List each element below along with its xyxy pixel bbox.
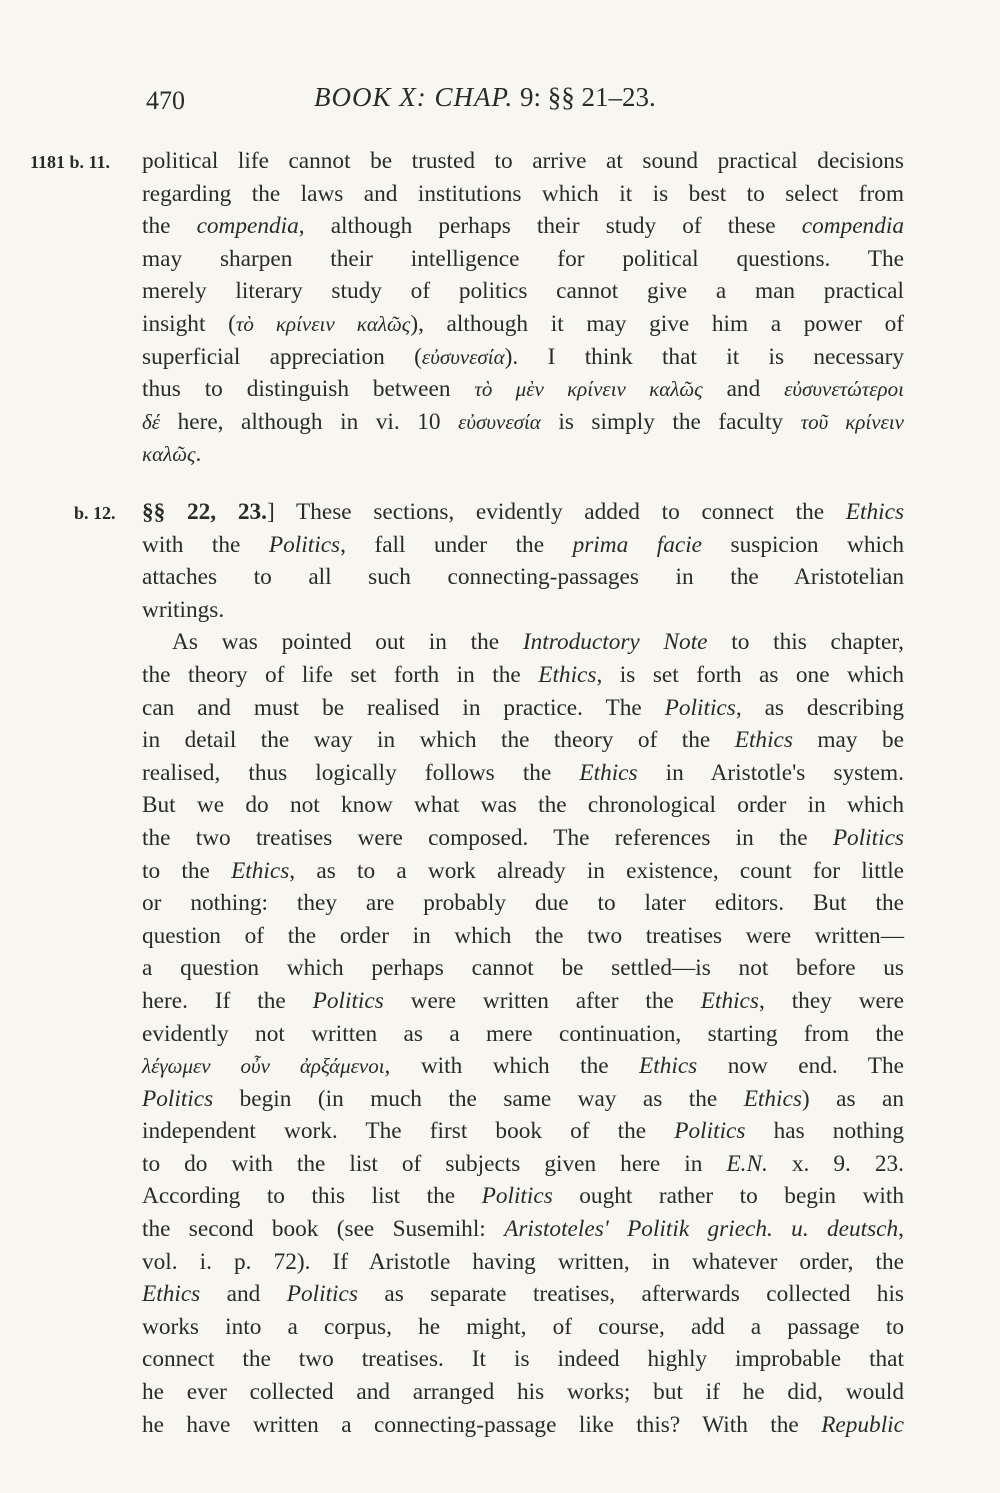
text-line bbox=[142, 822, 904, 855]
text-line bbox=[142, 145, 904, 178]
greek-text: εὐσυνεσία bbox=[421, 344, 505, 369]
text-line bbox=[142, 1343, 904, 1376]
italic-text: Politics bbox=[674, 1118, 746, 1145]
text-line bbox=[142, 178, 904, 211]
text-line bbox=[142, 1278, 904, 1311]
text-line bbox=[142, 1180, 904, 1213]
text-run: as separate treatises, afterwards collected his bbox=[357, 1281, 904, 1308]
text-run: with the bbox=[142, 531, 269, 558]
greek-text: τὸ μὲν κρίνειν καλῶς bbox=[474, 377, 703, 402]
italic-text: Politics bbox=[268, 531, 341, 558]
text-run: , although perhaps their study of these bbox=[298, 213, 802, 240]
text-run: ). I think that it is necessary bbox=[504, 343, 904, 370]
italic-text: Ethics bbox=[743, 1085, 802, 1112]
text-line bbox=[142, 1376, 904, 1409]
text-run: writings. bbox=[142, 596, 225, 623]
greek-text: εὐσυνετώτεροι bbox=[784, 377, 904, 402]
text-line bbox=[142, 1311, 904, 1344]
text-run: political life cannot be trusted to arrive at sound practical decisions bbox=[142, 148, 904, 174]
text-run: x. 9. 23. bbox=[767, 1150, 904, 1177]
italic-text: Ethics bbox=[845, 499, 905, 525]
text-run: suspicion which bbox=[702, 531, 904, 558]
text-run: to do with the list of subjects given here in bbox=[142, 1150, 727, 1177]
italic-text: Politics bbox=[142, 1085, 214, 1112]
greek-text: λέγωμεν οὖν ἀρξάμενοι bbox=[142, 1054, 385, 1079]
text-run: connect the two treatises. It is indeed highly improbable that bbox=[142, 1346, 904, 1373]
text-run: . bbox=[195, 441, 202, 468]
text-run: thus to distinguish between bbox=[142, 376, 475, 403]
commentary-paragraph-1 bbox=[142, 145, 904, 471]
italic-text: Aristoteles' Politik griech. u. deutsch bbox=[504, 1216, 899, 1243]
text-line bbox=[142, 855, 904, 888]
italic-text: Introductory Note bbox=[522, 629, 708, 656]
section-ref: §§ 22, 23. bbox=[142, 499, 267, 525]
italic-text: compendia bbox=[801, 213, 904, 240]
text-line bbox=[142, 308, 904, 341]
italic-text: Ethics bbox=[734, 727, 793, 754]
italic-text: Politics bbox=[664, 694, 736, 721]
text-run: here, although in vi. 10 bbox=[160, 408, 459, 435]
text-run: to this chapter, bbox=[707, 629, 904, 656]
text-run: According to this list the bbox=[142, 1183, 482, 1210]
text-line bbox=[142, 1050, 904, 1083]
text-line bbox=[142, 920, 904, 953]
text-run: , as describing bbox=[735, 694, 904, 721]
text-line bbox=[142, 757, 904, 790]
text-run: has nothing bbox=[745, 1118, 904, 1145]
text-line bbox=[142, 373, 904, 406]
text-line bbox=[142, 985, 904, 1018]
italic-text: Ethics bbox=[142, 1281, 201, 1308]
text-line bbox=[142, 594, 904, 627]
text-run: independent work. The first book of the bbox=[142, 1118, 675, 1145]
text-run: the two treatises were composed. The references in the bbox=[142, 824, 833, 851]
text-run: and bbox=[200, 1281, 287, 1308]
greek-text: εὐσυνεσία bbox=[458, 409, 541, 434]
margin-reference: b. 12. bbox=[74, 503, 116, 523]
italic-text: prima facie bbox=[572, 531, 703, 558]
text-line bbox=[142, 724, 904, 757]
text-line bbox=[142, 626, 904, 659]
italic-text: compendia bbox=[196, 213, 299, 240]
text-line bbox=[142, 1213, 904, 1246]
text-run: a question which perhaps cannot be settled—is not before us bbox=[142, 955, 904, 982]
text-run: now end. The bbox=[697, 1053, 904, 1080]
page-number: 470 bbox=[146, 86, 185, 115]
text-run: question of the order in which the two treatises were written— bbox=[142, 922, 904, 949]
text-line bbox=[142, 952, 904, 985]
greek-text: καλῶς bbox=[142, 442, 196, 467]
italic-text: Politics bbox=[481, 1183, 553, 1210]
text-line bbox=[142, 659, 904, 692]
italic-text: Ethics bbox=[231, 857, 290, 884]
text-run: attaches to all such connecting-passages in the Aristotelian bbox=[142, 564, 904, 591]
greek-text: τὸ κρίνειν καλῶς bbox=[235, 311, 411, 336]
text-run: vol. i. p. 72). If Aristotle having written, in whatever order, the bbox=[142, 1248, 904, 1275]
text-line bbox=[142, 561, 904, 594]
text-run: is simply the faculty bbox=[540, 408, 801, 435]
running-title-book: BOOK X: CHAP. bbox=[314, 82, 514, 112]
text-line bbox=[142, 243, 904, 276]
text-run: ] These sections, evidently added to connect the bbox=[266, 499, 846, 525]
text-run: works into a corpus, he might, of course, add a passage to bbox=[142, 1313, 904, 1340]
text-run: he have written a connecting-passage like this? With the bbox=[142, 1411, 822, 1438]
text-run: and bbox=[702, 376, 785, 403]
text-run: or nothing: they are probably due to later editors. But the bbox=[142, 890, 904, 917]
text-run: superficial appreciation ( bbox=[142, 343, 422, 370]
italic-text: E.N. bbox=[726, 1150, 768, 1177]
greek-text: δέ bbox=[142, 409, 161, 434]
text-line bbox=[142, 1115, 904, 1148]
text-run: merely literary study of politics cannot give a man practical bbox=[142, 278, 904, 305]
text-run: , bbox=[898, 1216, 904, 1243]
italic-text: Politics bbox=[832, 824, 904, 851]
text-run: in detail the way in which the theory of the bbox=[142, 727, 735, 754]
text-run: ), although it may give him a power of bbox=[410, 310, 905, 337]
running-title bbox=[314, 82, 656, 113]
text-run: may be bbox=[792, 727, 904, 754]
text-run: the bbox=[142, 213, 197, 240]
text-run: ) as an bbox=[801, 1085, 904, 1112]
text-run: insight ( bbox=[142, 310, 236, 337]
text-run: here. If the bbox=[142, 987, 313, 1014]
text-line bbox=[142, 210, 904, 243]
text-run: , they were bbox=[758, 987, 904, 1014]
text-run: can and must be realised in practice. The bbox=[142, 694, 665, 721]
italic-text: Ethics bbox=[538, 661, 597, 688]
text-run: in Aristotle's system. bbox=[637, 759, 904, 786]
text-run: , fall under the bbox=[340, 531, 573, 558]
text-line bbox=[142, 692, 904, 725]
text-line bbox=[142, 496, 904, 529]
text-line bbox=[142, 341, 904, 374]
text-line bbox=[142, 789, 904, 822]
text-line bbox=[142, 1083, 904, 1116]
text-run: to the bbox=[142, 857, 232, 884]
text-line bbox=[142, 887, 904, 920]
text-run: the second book (see Susemihl: bbox=[142, 1216, 505, 1243]
text-line bbox=[142, 529, 904, 562]
text-line bbox=[142, 1409, 904, 1442]
text-run: , as to a work already in existence, count for little bbox=[289, 857, 905, 884]
text-run: realised, thus logically follows the bbox=[142, 759, 580, 786]
text-run: , with which the bbox=[384, 1053, 640, 1080]
margin-reference: 1181 b. 11. bbox=[30, 152, 111, 172]
text-run: evidently not written as a mere continuation, starting from the bbox=[142, 1020, 904, 1047]
italic-text: Politics bbox=[312, 987, 384, 1014]
italic-text: Republic bbox=[821, 1411, 904, 1438]
text-run: regarding the laws and institutions which it is best to select from bbox=[142, 180, 904, 207]
text-run: But we do not know what was the chronological order in which bbox=[142, 792, 904, 819]
running-title-sections: 9: §§ 21–23. bbox=[513, 82, 656, 112]
text-line bbox=[142, 1018, 904, 1051]
text-run: the theory of life set forth in the bbox=[142, 661, 539, 688]
text-run: As was pointed out in the bbox=[172, 629, 523, 656]
text-run: begin (in much the same way as the bbox=[213, 1085, 744, 1112]
text-run: were written after the bbox=[383, 987, 701, 1014]
text-run: ought rather to begin with bbox=[552, 1183, 904, 1210]
italic-text: Politics bbox=[286, 1281, 358, 1308]
text-line bbox=[142, 438, 904, 471]
running-head bbox=[146, 82, 916, 122]
text-line bbox=[142, 1148, 904, 1181]
text-run: he ever collected and arranged his works; but if he did, would bbox=[142, 1379, 904, 1406]
italic-text: Ethics bbox=[639, 1053, 698, 1080]
text-line bbox=[142, 406, 904, 439]
italic-text: Ethics bbox=[579, 759, 638, 786]
greek-text: τοῦ κρίνειν bbox=[800, 409, 904, 434]
text-run: may sharpen their intelligence for political questions. The bbox=[142, 245, 904, 272]
text-run: , is set forth as one which bbox=[596, 661, 904, 688]
italic-text: Ethics bbox=[700, 987, 759, 1014]
text-line bbox=[142, 1246, 904, 1279]
commentary-paragraph-2 bbox=[142, 496, 904, 1441]
text-line bbox=[142, 275, 904, 308]
